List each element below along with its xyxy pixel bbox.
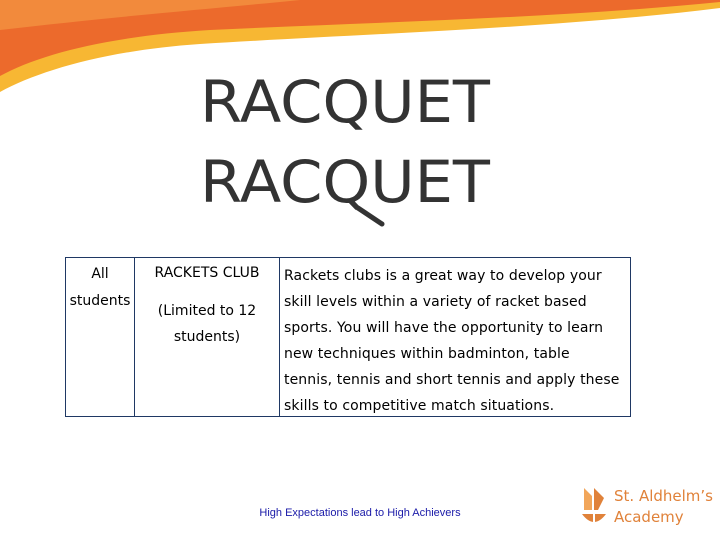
academy-name-line-1: St. Aldhelm’s [614, 487, 713, 505]
logo-line-2: RACQUET [200, 148, 491, 216]
description-line: new techniques within badminton, table [284, 346, 570, 362]
club-name: RACKETS CLUB [154, 265, 260, 281]
club-limit [135, 298, 279, 350]
academy-crest-icon [578, 486, 610, 530]
audience-line: All [91, 266, 109, 282]
audience-line: students [69, 293, 131, 309]
academy-brand [578, 486, 714, 530]
racquet-logo [200, 70, 500, 230]
academy-name-line-2: Academy [614, 508, 684, 526]
academy-name [614, 486, 713, 528]
audience-cell [66, 258, 135, 416]
description-line: tennis, tennis and short tennis and apply these [284, 372, 620, 388]
description-line: skill levels within a variety of racket based [284, 294, 587, 310]
club-limit-line: students) [173, 329, 241, 345]
club-limit-line: (Limited to 12 [157, 303, 257, 319]
description-line: skills to competitive match situations. [284, 398, 555, 414]
footer-tagline: High Expectations lead to High Achievers [259, 507, 461, 519]
activity-table [65, 257, 631, 417]
description-cell [280, 258, 630, 416]
description-line: sports. You will have the opportunity to learn [284, 320, 604, 336]
logo-line-1: RACQUET [200, 70, 491, 136]
club-name-cell [135, 258, 280, 416]
description-line: Rackets clubs is a great way to develop your [284, 268, 602, 284]
